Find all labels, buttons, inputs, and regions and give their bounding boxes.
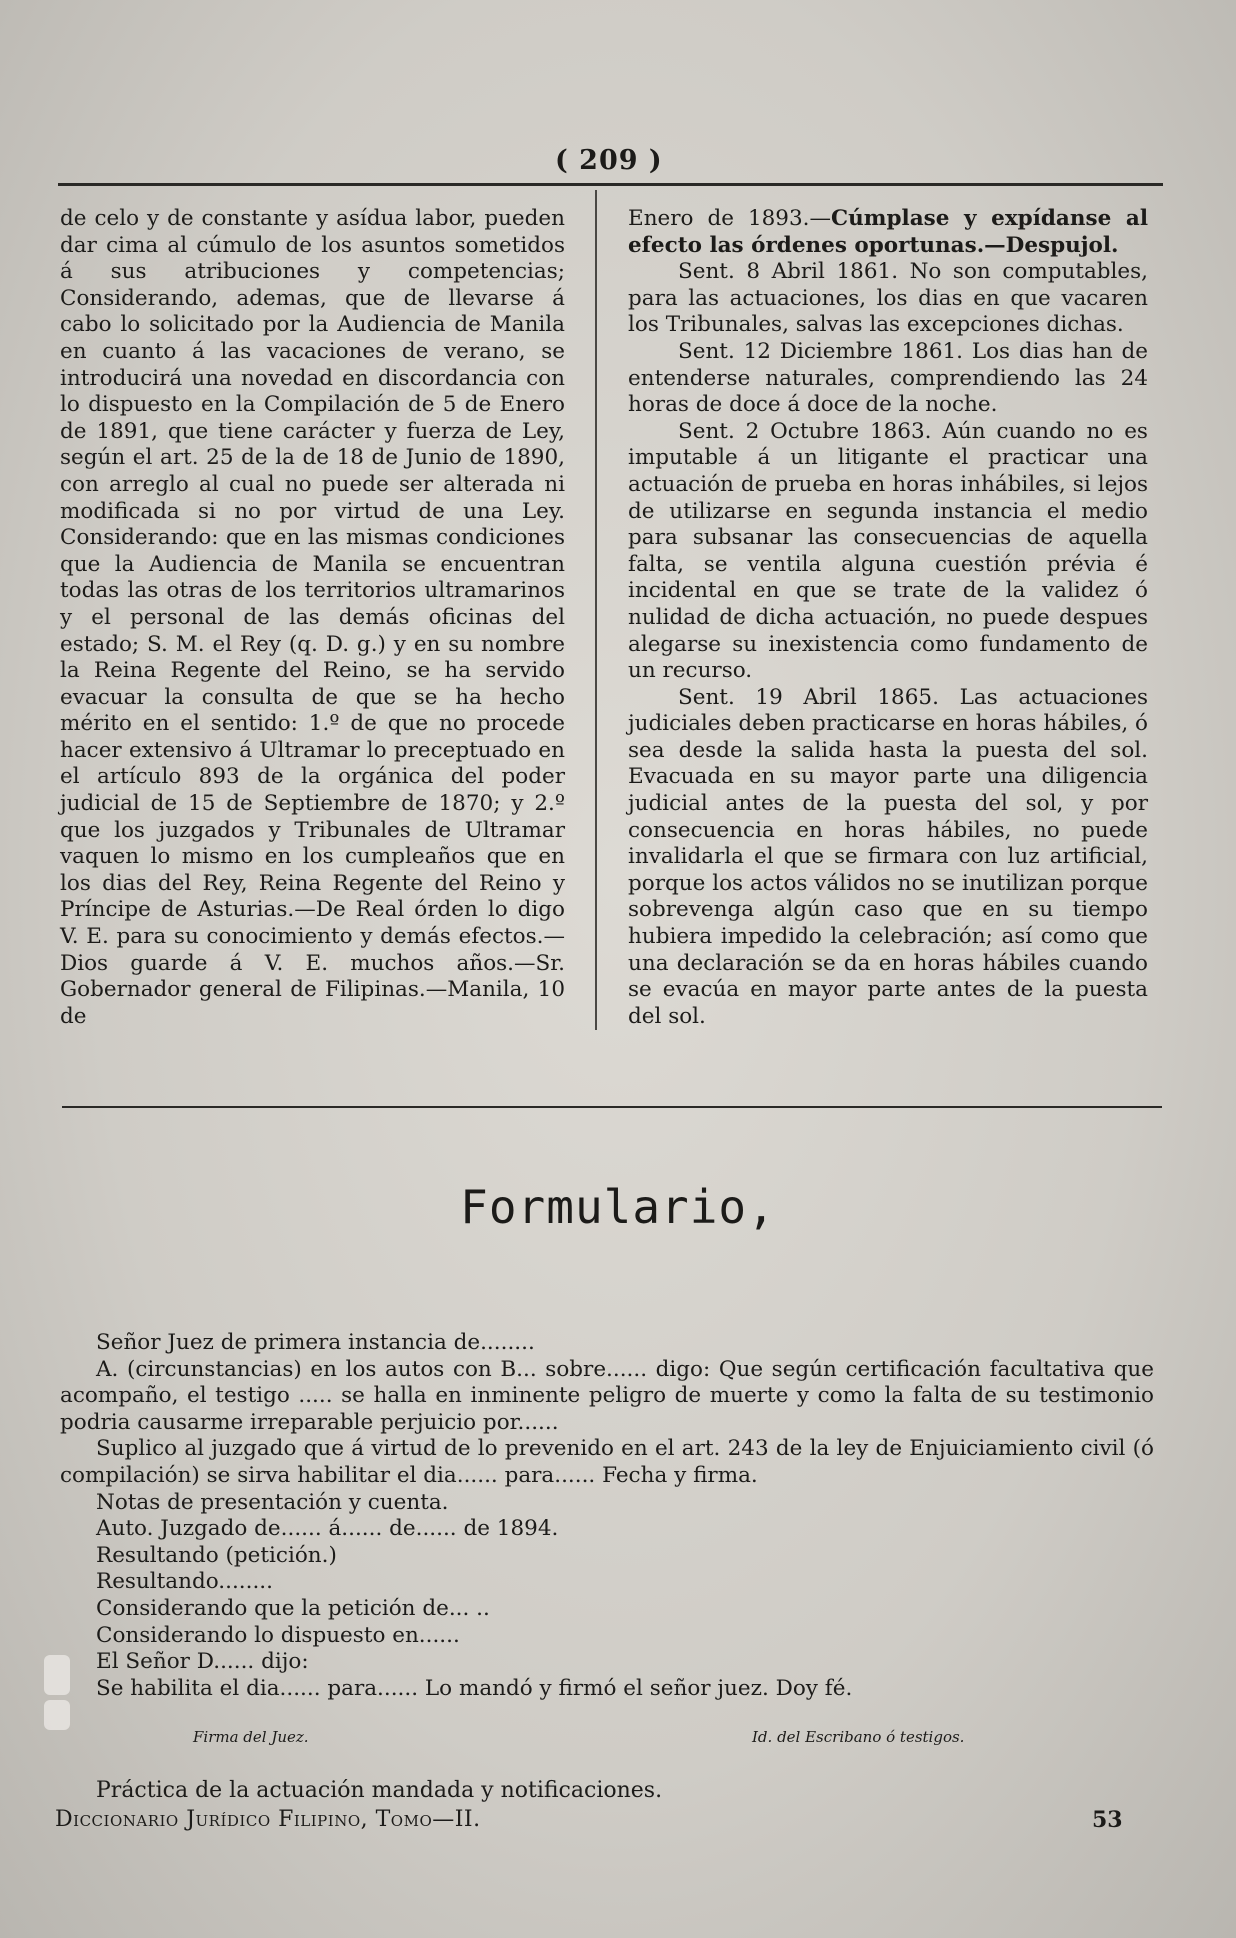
- intro-plain: Enero de 1893.—: [628, 206, 831, 231]
- sentence-date: Sent. 12 Diciembre 1861.: [678, 338, 964, 364]
- form-line: Considerando que la petición de... ..: [96, 1595, 490, 1621]
- form-title: Formulario,: [460, 1180, 776, 1234]
- top-rule: [58, 183, 1163, 186]
- form-line: Notas de presentación y cuenta.: [96, 1489, 449, 1515]
- page-number: ( 209 ): [555, 145, 663, 176]
- sentence-text: Los dias han de entenderse naturales, comprendiendo las 24 horas de doce á doce de la noche.: [628, 338, 1148, 418]
- form-line: Se habilita el dia...... para...... Lo mandó y firmó el señor juez. Doy fé.: [96, 1675, 853, 1701]
- form-line: Considerando lo dispuesto en......: [96, 1622, 460, 1648]
- column-divider: [595, 190, 597, 1030]
- right-column: [628, 206, 1148, 1030]
- page-scuff: [44, 1700, 70, 1730]
- sentence-entry: [628, 259, 1148, 339]
- signature-judge: Firma del Juez.: [193, 1728, 309, 1746]
- sentence-text: Aún cuando no es imputable á un litigante el practicar una actuación de prueba en horas inhábiles, si lejos de utilizarse en segunda instancia el medio para subsanar las consecuencias de aquella falta, se ventila alguna cuestión prévia é incidental en que se trate de la validez ó nulidad de dicha actuación, no puede despues alegarse su inexistencia como fundamento de un recurso.: [628, 418, 1148, 684]
- form-line: Suplico al juzgado que á virtud de lo prevenido en el art. 243 de la ley de Enjuiciamiento civil (ó compilación) se sirva habilitar el dia...... para...... Fecha y firma.: [60, 1436, 1154, 1488]
- section-rule: [62, 1106, 1162, 1108]
- intro-bold: Cúmplase y expídanse al efecto las órdenes oportunas.—Despujol.: [628, 206, 1148, 258]
- left-column-text: de celo y de constante y asídua labor, pueden dar cima al cúmulo de los asuntos sometidos á sus atribuciones y competencias; Considerando, ademas, que de llevarse á cabo lo solicitado por la Audiencia de Manila en cuanto á las vacaciones de verano, se introducirá una novedad en discordancia con lo dispuesto en la Compilación de 5 de Enero de 1891, que tiene carácter y fuerza de Ley, según el art. 25 de la de 18 de Junio de 1890, con arreglo al cual no puede ser alterada ni modificada si no por virtud de una Ley. Considerando: que en las mismas condiciones que la Audiencia de Manila se encuentran todas las otras de los territorios ultramarinos y el personal de las demás oficinas del estado; S. M. el Rey (q. D. g.) y en su nombre la Reina Regente del Reino, se ha servido evacuar la consulta de que se ha hecho mérito en el sentido: 1.º de que no procede hacer extensivo á Ultramar lo preceptuado en el artículo 893 de la orgánica del poder judicial de 15 de Septiembre de 1870; y 2.º que los juzgados y Tribunales de Ultramar vaquen lo mismo en los cumpleaños que en los dias del Rey, Reina Regente del Reino y Príncipe de Asturias.—De Real órden lo digo V. E. para su conocimiento y demás efectos.—Dios guarde á V. E. muchos años.—Sr. Gobernador general de Filipinas.—Manila, 10 de: [60, 206, 565, 1029]
- sentence-entry: [628, 339, 1148, 419]
- form-line: El Señor D...... dijo:: [96, 1649, 309, 1675]
- form-line: Resultando........: [96, 1569, 273, 1595]
- sentence-entry: [628, 685, 1148, 1031]
- right-column-intro: [628, 206, 1148, 259]
- sentence-text: No son computables, para las actuaciones, los dias en que vacaren los Tribunales, salvas las excepciones dichas.: [628, 259, 1148, 338]
- footer-folio: 53: [1092, 1807, 1123, 1833]
- sentence-date: Sent. 2 Octubre 1863.: [678, 418, 932, 444]
- sentence-entry: [628, 419, 1148, 685]
- signature-clerk: Id. del Escribano ó testigos.: [752, 1728, 965, 1746]
- form-line: Señor Juez de primera instancia de........: [96, 1330, 535, 1355]
- sentence-text: Las actuaciones judiciales deben practicarse en horas hábiles, ó sea desde la salida hasta la puesta del sol. Evacuada en su mayor parte una diligencia judicial antes de la puesta del sol, y por consecuencia en horas hábiles, no puede invalidarla el que se firmara con luz artificial, porque los actos válidos no se inutilizan porque sobrevenga algún caso que en su tiempo hubiera impedido la celebración; así como que una declaración se da en horas hábiles cuando se evacúa en mayor parte antes de la puesta del sol.: [628, 684, 1148, 1029]
- page-scuff: [44, 1655, 70, 1695]
- footer-note: Práctica de la actuación mandada y notificaciones.: [96, 1778, 663, 1803]
- form-line: Auto. Juzgado de...... á...... de...... de 1894.: [96, 1516, 559, 1542]
- sentence-date: Sent. 8 Abril 1861.: [678, 259, 899, 285]
- left-column: [60, 206, 565, 1030]
- form-body: [60, 1330, 1154, 1702]
- form-line: A. (circunstancias) en los autos con B... sobre...... digo: Que según certificación facultativa que acompaño, el testigo ..... se halla en inminente peligro de muerte y como la falta de su testimonio podria causarme irreparable perjuicio por......: [60, 1356, 1154, 1435]
- form-line: Resultando (petición.): [96, 1542, 337, 1568]
- sentence-date: Sent. 19 Abril 1865.: [678, 684, 939, 710]
- footer-running-title: Diccionario Jurídico Filipino, Tomo—II.: [55, 1807, 481, 1832]
